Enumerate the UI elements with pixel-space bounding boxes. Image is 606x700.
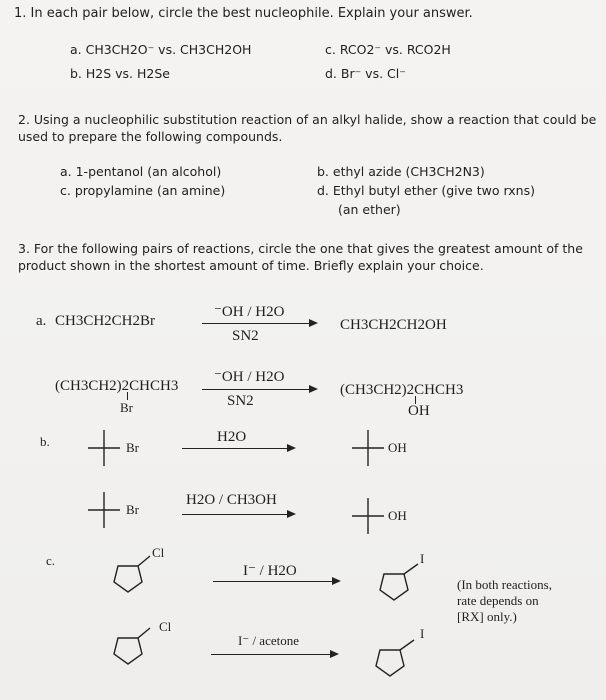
q3c-r2-cyclopentane-ring bbox=[104, 618, 164, 668]
q3c-note-line3: [RX] only.) bbox=[457, 609, 517, 624]
q3a-label: a. bbox=[36, 313, 47, 329]
q3a-r1-arrowhead bbox=[309, 319, 318, 327]
q1-prompt: 1. In each pair below, circle the best nucleophile. Explain your answer. bbox=[14, 6, 473, 21]
q3a-r2-conditions-above: ⁻OH / H2O bbox=[214, 369, 285, 385]
q3b-r1-arrow bbox=[182, 448, 288, 449]
q3c-r1-substituent: Cl bbox=[152, 545, 165, 560]
q3a-r2-reactant: (CH3CH2)2CHCH3 bbox=[55, 378, 179, 394]
q1-item-a: a. CH3CH2O⁻ vs. CH3CH2OH bbox=[70, 42, 252, 57]
q2-item-a: a. 1-pentanol (an alcohol) bbox=[60, 164, 222, 179]
q3c-r1-product-sub: I bbox=[420, 551, 425, 566]
q2-prompt-line2: used to prepare the following compounds. bbox=[18, 129, 283, 144]
q3b-r1-product-sub: OH bbox=[388, 440, 407, 455]
q3c-r1-arrow bbox=[213, 581, 333, 582]
q2-item-b: b. ethyl azide (CH3CH2N3) bbox=[317, 164, 485, 179]
q3b-r1-reagent: H2O bbox=[217, 429, 247, 445]
q3-prompt-line2: product shown in the shortest amount of time. Briefly explain your choice. bbox=[18, 258, 484, 273]
q1-item-b: b. H2S vs. H2Se bbox=[70, 66, 170, 81]
q3b-r1-tertbutyl-skeleton bbox=[84, 428, 124, 468]
q3a-r1-arrow bbox=[202, 323, 310, 324]
q3b-r1-substituent: Br bbox=[126, 440, 139, 455]
q3a-r2-arrow bbox=[202, 389, 310, 390]
q3b-r2-arrow bbox=[182, 514, 288, 515]
q3a-r2-reactant-sub: Br bbox=[120, 400, 133, 415]
q3c-r2-product-sub: I bbox=[420, 626, 425, 641]
q1-item-c: c. RCO2⁻ vs. RCO2H bbox=[325, 42, 451, 57]
q3c-r1-product-ring bbox=[374, 556, 434, 606]
q3c-r2-reagent: I⁻ / acetone bbox=[238, 633, 299, 648]
q3a-r1-conditions-above: ⁻OH / H2O bbox=[214, 304, 285, 320]
q3c-note-line2: rate depends on bbox=[457, 593, 539, 608]
q3a-r1-conditions-below: SN2 bbox=[232, 328, 259, 344]
q3a-r1-reactant: CH3CH2CH2Br bbox=[55, 313, 156, 329]
q3c-r1-reagent: I⁻ / H2O bbox=[243, 563, 297, 579]
q3b-r1-product-skeleton bbox=[348, 428, 388, 468]
q1-item-d: d. Br⁻ vs. Cl⁻ bbox=[325, 66, 406, 81]
q3b-label: b. bbox=[40, 434, 50, 449]
q2-item-c: c. propylamine (an amine) bbox=[60, 183, 226, 198]
q3a-r2-reactant-bond bbox=[127, 392, 128, 400]
q3c-label: c. bbox=[46, 553, 56, 568]
q3-prompt-line1: 3. For the following pairs of reactions, circle the one that gives the greatest amount of the bbox=[18, 241, 583, 256]
q3a-r1-product: CH3CH2CH2OH bbox=[340, 317, 447, 333]
q2-item-d-line2: (an ether) bbox=[338, 202, 401, 217]
q3b-r2-tertbutyl-skeleton bbox=[84, 490, 124, 530]
q3b-r2-product-skeleton bbox=[348, 496, 388, 536]
q3b-r2-product-sub: OH bbox=[388, 508, 407, 523]
q3c-r2-arrowhead bbox=[330, 650, 339, 658]
q3b-r2-reagent: H2O / CH3OH bbox=[186, 492, 277, 508]
q3a-r2-product: (CH3CH2)2CHCH3 bbox=[340, 382, 464, 398]
q3c-r2-arrow bbox=[211, 654, 331, 655]
q3c-note-line1: (In both reactions, bbox=[457, 577, 552, 592]
q3b-r2-arrowhead bbox=[287, 510, 296, 518]
q2-prompt-line1: 2. Using a nucleophilic substitution reaction of an alkyl halide, show a reaction that could be bbox=[18, 112, 597, 127]
q3c-r1-arrowhead bbox=[332, 577, 341, 585]
q3c-r2-substituent: Cl bbox=[159, 619, 172, 634]
q3a-r2-product-sub: OH bbox=[408, 403, 430, 419]
q3b-r2-substituent: Br bbox=[126, 502, 139, 517]
q2-item-d-line1: d. Ethyl butyl ether (give two rxns) bbox=[317, 183, 535, 198]
q3a-r2-arrowhead bbox=[309, 385, 318, 393]
q3a-r2-conditions-below: SN2 bbox=[227, 393, 254, 409]
q3b-r1-arrowhead bbox=[287, 444, 296, 452]
